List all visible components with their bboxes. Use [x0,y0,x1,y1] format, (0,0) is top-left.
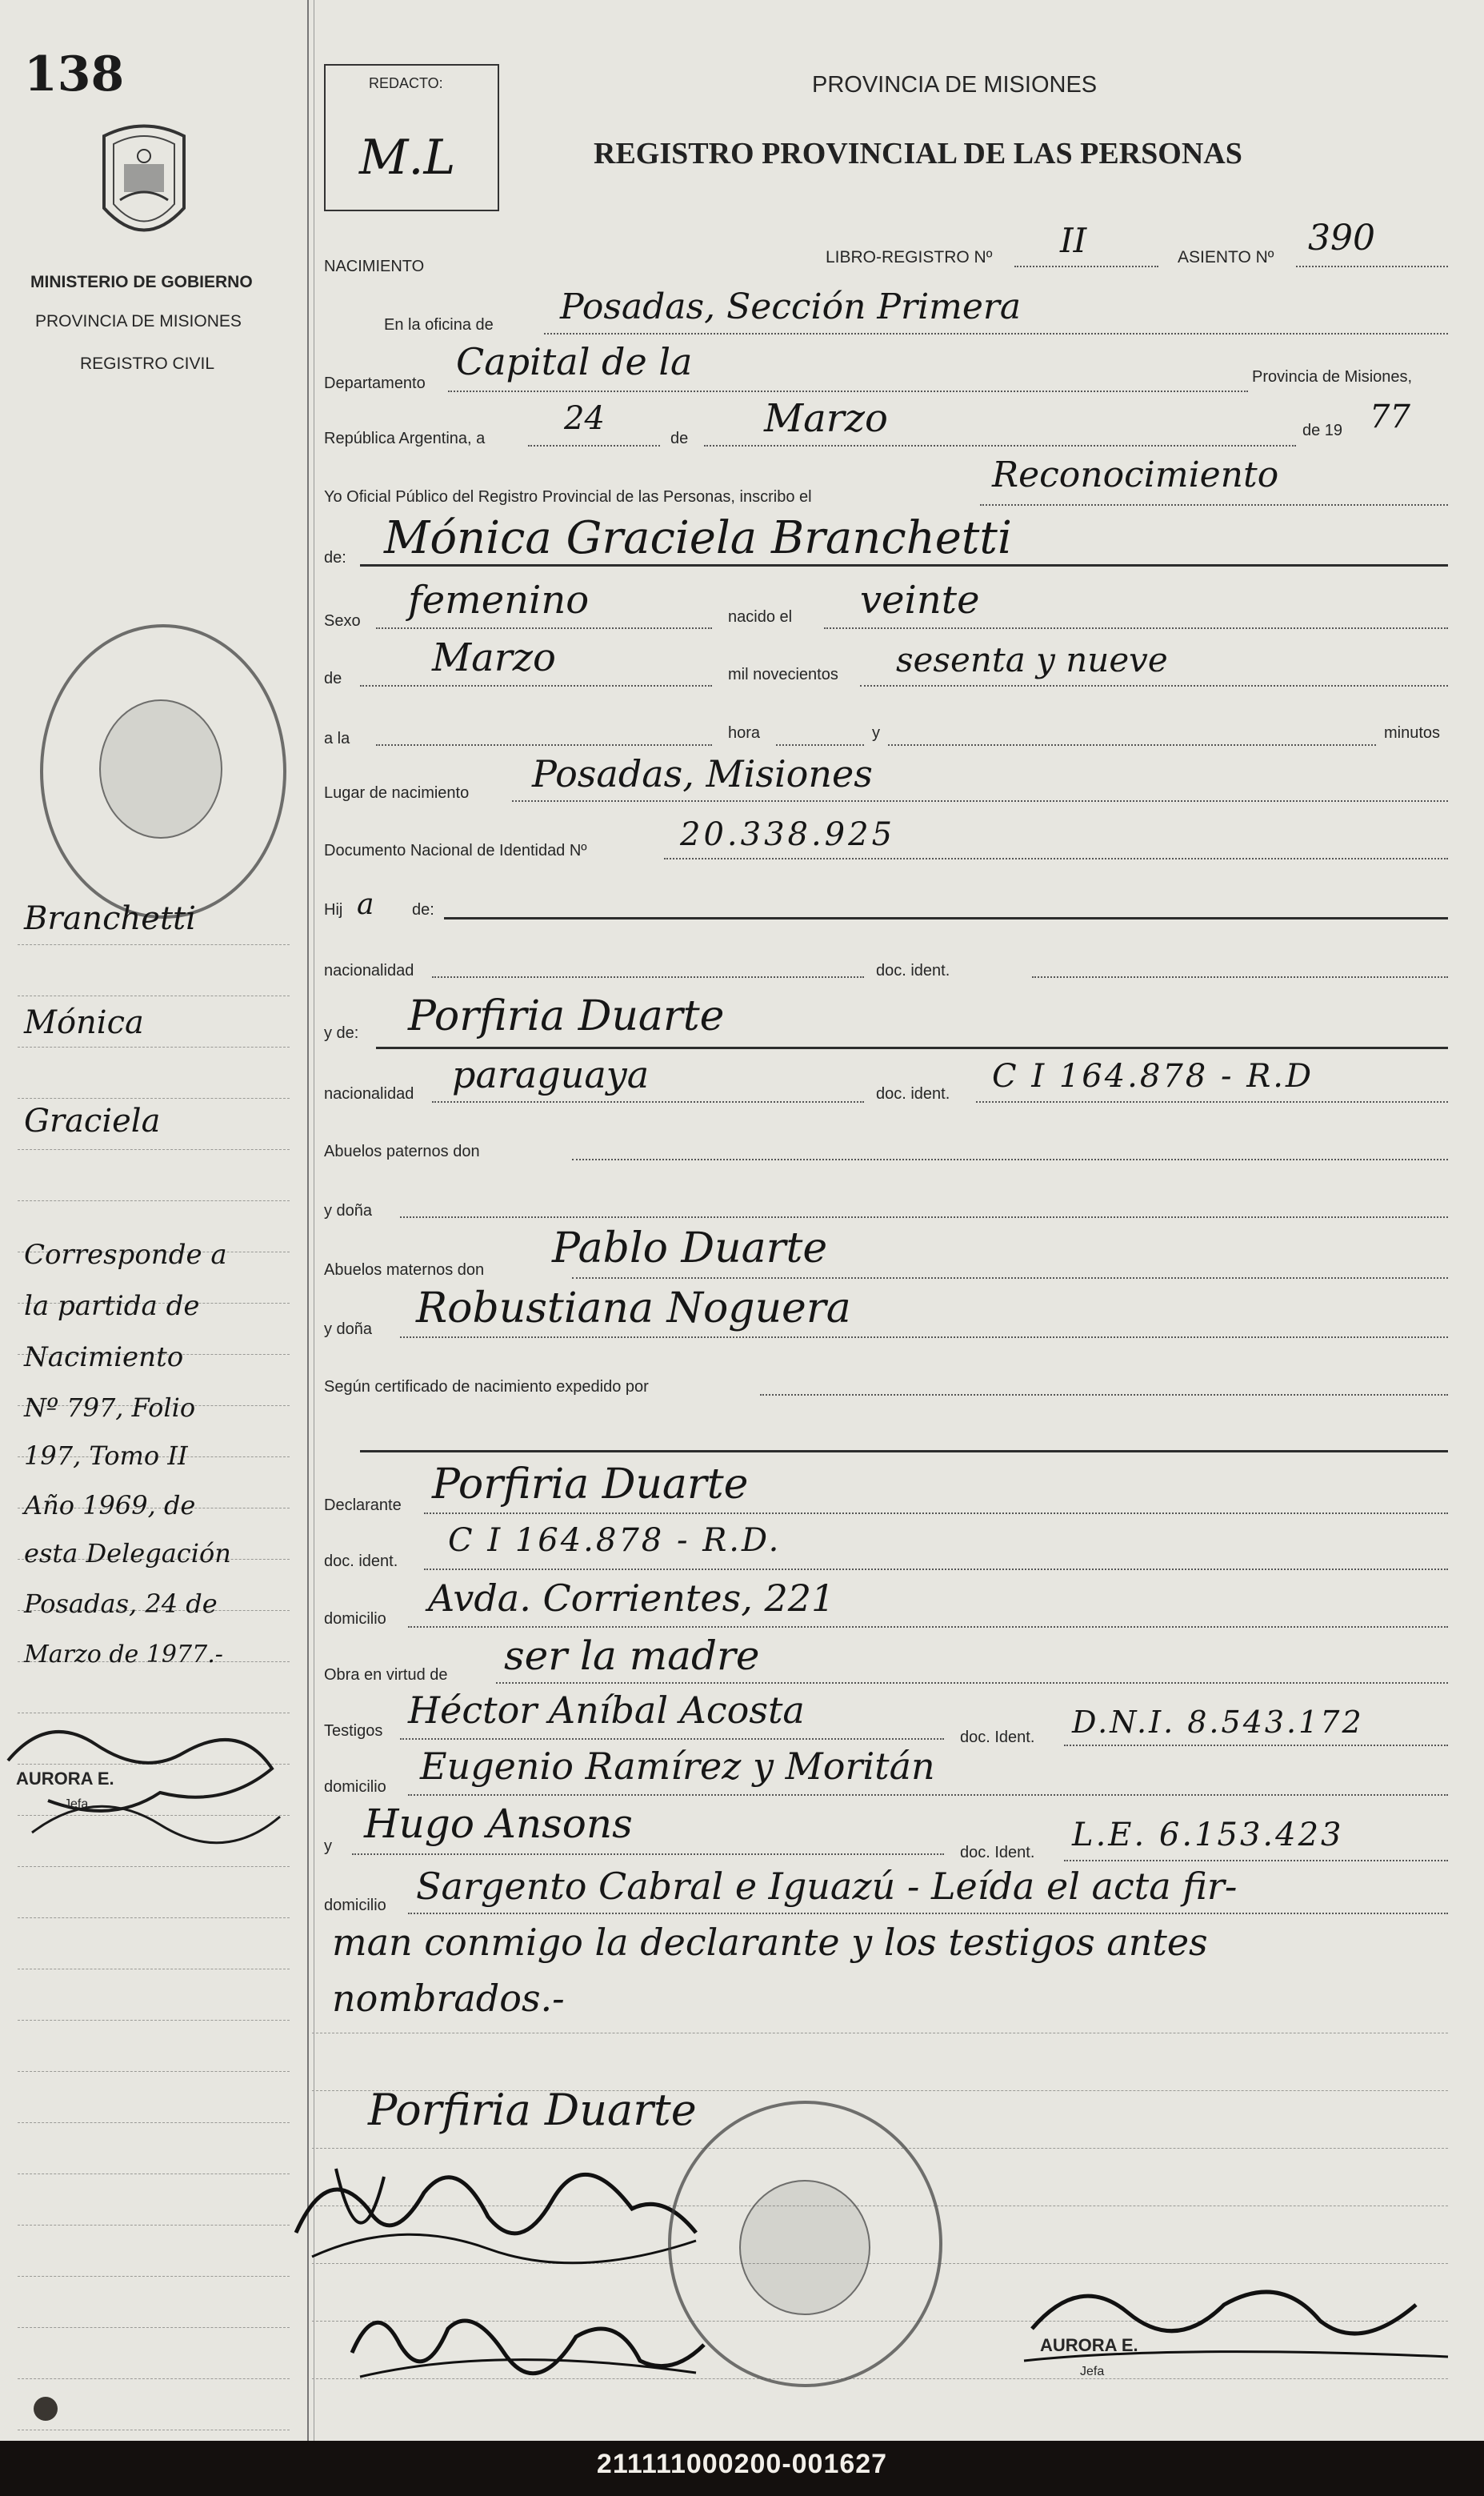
nacido-label: nacido el [728,608,793,626]
margin-ruled-line [18,1047,290,1048]
doc3-value: C I 164.878 - R.D. [448,1522,782,1559]
y-testigo-label: y [324,1837,332,1855]
abuelo-pat-line [572,1159,1448,1160]
margin-ruled-line [18,2122,290,2123]
departamento-label: Departamento [324,375,426,392]
hij-de-label: de: [412,901,434,919]
nacido-value: veinte [860,578,980,623]
doc3-line [424,1569,1448,1570]
hij-suffix: a [357,888,374,921]
margin-note-line: Nº 797, Folio [24,1392,196,1423]
obra-line [496,1682,1448,1684]
nac-mes-line [360,685,712,687]
doc2-label: doc. ident. [876,1085,950,1103]
binding-hole [34,2397,58,2421]
abuela-mat-value: Robustiana Noguera [416,1284,851,1332]
doc1-label: doc. ident. [876,962,950,980]
abuelo-mat-line [572,1277,1448,1279]
margin-ruled-line [18,1200,290,1201]
margin-ruled-line [18,1098,290,1099]
domicilio2-line [408,1794,1448,1796]
de-label: de [670,430,689,447]
margin-note-line: Posadas, 24 de [24,1589,218,1619]
left-official-stamp-text: AURORA E. [16,1769,114,1789]
doc2-line [976,1101,1448,1103]
oficina-label: En la oficina de [384,316,494,334]
anio-label: de 19 [1302,422,1343,439]
mil-label: mil novecientos [728,666,838,683]
dni-label: Documento Nacional de Identidad Nº [324,842,587,859]
mil-value: sesenta y nueve [896,640,1168,679]
abuela-pat-line [400,1216,1448,1218]
minutos-line [888,744,1376,746]
de-mes-label: de [324,670,342,687]
asiento-label: ASIENTO Nº [1178,248,1274,266]
padre-line [444,917,1448,919]
declarante-signature: Porfiria Duarte [368,2085,697,2135]
margin-note-line: Nacimiento [24,1341,184,1373]
nacimiento-label: NACIMIENTO [324,258,425,275]
domicilio2-value: Eugenio Ramírez y Moritán [420,1745,935,1788]
anio-value: 77 [1370,399,1410,435]
mil-line [860,685,1448,687]
domicilio3-line3: nombrados.- [332,1977,565,2020]
margin-note-line: Graciela [24,1103,161,1140]
registry-left-label: REGISTRO CIVIL [80,355,215,373]
doc5-line [1064,1860,1448,1861]
mes-value: Marzo [764,396,888,441]
margin-note-line: Mónica [24,1004,144,1041]
nac1-label: nacionalidad [324,962,414,980]
margin-note-line: Marzo de 1977.- [24,1641,223,1669]
hij-label: Hij [324,901,343,919]
doc3-label: doc. ident. [324,1552,398,1570]
left-official-role: Jefa [64,1797,89,1811]
abuela-mat-line [400,1336,1448,1338]
margin-ruled-line [18,2327,290,2328]
margin-ruled-line [18,1149,290,1150]
a-la-label: a la [324,730,350,747]
margin-ruled-line [18,2225,290,2226]
domicilio1-label: domicilio [324,1610,386,1628]
oficial-label: Yo Oficial Público del Registro Provincial de las Personas, inscribo el [324,488,812,506]
left-margin-stamp [40,624,286,919]
lugar-line [512,800,1448,802]
margin-ruled-line [18,2378,290,2379]
province-title: PROVINCIA DE MISIONES [812,72,1098,98]
obra-value: ser la madre [504,1633,760,1679]
obra-label: Obra en virtud de [324,1666,448,1684]
departamento-line [448,391,1248,392]
right-official-role: Jefa [1080,2365,1105,2378]
lugar-label: Lugar de nacimiento [324,784,470,802]
declarante-value: Porfiria Duarte [432,1460,749,1508]
redacto-label: REDACTO: [369,75,443,91]
republica-label: República Argentina, a [324,430,486,447]
testigo1-line [400,1738,944,1740]
declarante-line [424,1512,1448,1514]
departamento-value: Capital de la [456,340,693,383]
dni-line [664,858,1448,859]
margin-ruled-line [18,1917,290,1918]
segun-line [760,1394,1448,1396]
asiento-value: 390 [1308,218,1375,258]
sexo-line [376,627,712,629]
margin-ruled-line [18,1866,290,1867]
nombre-value: Mónica Graciela Branchetti [384,512,1012,564]
nac2-line [432,1101,864,1103]
domicilio3-line [408,1913,1448,1914]
testigos-label: Testigos [324,1722,383,1740]
domicilio2-label: domicilio [324,1778,386,1796]
oficina-line [544,333,1448,335]
abuelos-pat-label: Abuelos paternos don [324,1143,480,1160]
doc2-value: C I 164.878 - R.D [992,1058,1314,1095]
margin-note-line: Año 1969, de [24,1490,196,1520]
hora-line [776,744,864,746]
oficina-value: Posadas, Sección Primera [560,286,1022,327]
segun-line-2 [360,1450,1448,1452]
witness-signature-2 [336,2289,720,2393]
y-de-label: y de: [324,1024,359,1042]
domicilio3-line2: man conmigo la declarante y los testigos antes [332,1921,1208,1964]
sexo-value: femenino [408,578,590,623]
libro-label: LIBRO-REGISTRO Nº [826,248,993,266]
margin-ruled-line [18,2276,290,2277]
madre-value: Porfiria Duarte [408,992,725,1040]
doc1-line [1032,976,1448,978]
libro-line [1014,266,1158,267]
testigo1-value: Héctor Aníbal Acosta [408,1689,805,1732]
lugar-value: Posadas, Misiones [532,752,873,795]
testigo2-line [352,1853,944,1855]
folio-number: 138 [24,46,125,102]
doc4-value: D.N.I. 8.543.172 [1072,1705,1364,1740]
margin-note-line: esta Delegación [24,1538,231,1569]
margin-ruled-line [18,2173,290,2174]
de-nombre-label: de: [324,549,346,567]
margin-ruled-line [18,944,290,945]
doc4-label: doc. Ident. [960,1729,1035,1746]
margin-ruled-line [18,2071,290,2072]
doc4-line [1064,1745,1448,1746]
madre-line [376,1047,1448,1049]
margin-note-line: 197, Tomo II [24,1440,188,1471]
nac1-line [432,976,864,978]
domicilio3-line1: Sargento Cabral e Iguazú - Leída el acta fir- [416,1865,1238,1908]
province-left-label: PROVINCIA DE MISIONES [35,312,242,331]
redacto-box [324,64,499,211]
sexo-label: Sexo [324,612,361,630]
nac-mes-value: Marzo [432,635,556,680]
oficial-value: Reconocimiento [992,455,1279,495]
nombre-line [360,564,1448,567]
bottom-official-stamp [668,2101,942,2387]
abuelo-mat-value: Pablo Duarte [552,1224,828,1272]
testigo2-value: Hugo Ansons [364,1801,633,1847]
segun-label: Según certificado de nacimiento expedido por [324,1378,649,1396]
dia-value: 24 [564,400,605,437]
nacido-line [824,627,1448,629]
margin-ruled-line [18,2020,290,2021]
document-id-bar [0,2441,1484,2496]
margin-note-line: Branchetti [24,900,196,937]
provincia-suffix: Provincia de Misiones, [1252,368,1413,386]
nac2-label: nacionalidad [324,1085,414,1103]
domicilio1-value: Avda. Corrientes, 221 [428,1577,835,1620]
right-official-stamp-text: AURORA E. [1040,2335,1138,2355]
nac2-value: paraguaya [452,1053,650,1096]
hora-label: hora [728,724,761,742]
minutos-label: minutos [1384,724,1441,742]
main-title: REGISTRO PROVINCIAL DE LAS PERSONAS [594,137,1242,170]
asiento-line [1296,266,1448,267]
y-dona1-label: y doña [324,1202,373,1220]
domicilio1-line [408,1626,1448,1628]
abuelos-mat-label: Abuelos maternos don [324,1261,485,1279]
coat-of-arms [96,120,192,252]
doc5-label: doc. Ident. [960,1844,1035,1861]
margin-note-line: la partida de [24,1290,200,1322]
dni-value: 20.338.925 [680,816,896,853]
mes-line [704,445,1296,447]
ministry-label: MINISTERIO DE GOBIERNO [30,273,253,291]
margin-divider [307,0,309,2441]
dia-line [528,445,660,447]
libro-value: II [1060,221,1087,260]
declarante-label: Declarante [324,1496,402,1514]
a-la-line [376,744,712,746]
domicilio3-label: domicilio [324,1897,386,1914]
doc5-value: L.E. 6.153.423 [1072,1817,1344,1853]
document-id: 211111000200-001627 [596,2449,888,2479]
margin-note-line: Corresponde a [24,1239,227,1271]
y-dona2-label: y doña [324,1320,373,1338]
redacto-value: M.L [359,130,456,186]
oficial-line [980,504,1448,506]
y-label: y [872,724,880,742]
